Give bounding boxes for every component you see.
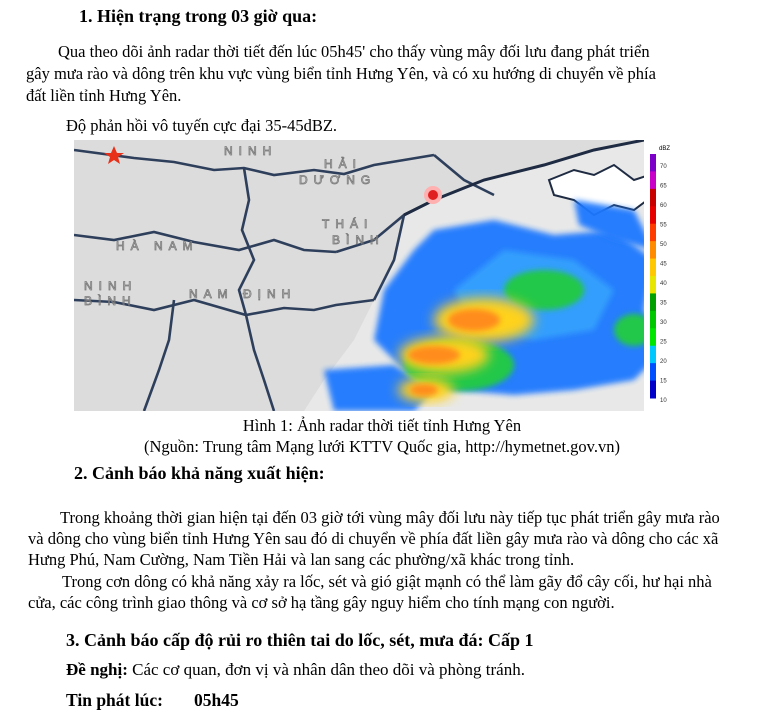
label-ninh: NINH [84, 279, 138, 293]
colorbar-tick: 25 [660, 339, 667, 346]
colorbar-segment [650, 206, 656, 224]
recommend-label: Đề nghị: [66, 660, 128, 679]
section2-para1-line2: và dông cho vùng biển tỉnh Hưng Yên sau đó di chuyển về phía đất liền gây mưa rào và dông cho các xã [28, 529, 719, 548]
colorbar-segment [650, 346, 656, 364]
colorbar-segment [650, 328, 656, 346]
dbz-colorbar [644, 140, 674, 411]
colorbar-segment [650, 154, 656, 172]
colorbar-segment [650, 241, 656, 259]
colorbar-segment [650, 224, 656, 242]
colorbar-tick: 20 [660, 359, 667, 365]
colorbar-segment [650, 171, 656, 189]
issued-time: 05h45 [194, 690, 239, 710]
colorbar-segment [650, 259, 656, 277]
colorbar-tick: 30 [660, 320, 667, 326]
colorbar-tick: 10 [660, 398, 667, 404]
colorbar-tick: 55 [660, 222, 667, 229]
colorbar-segment [650, 311, 656, 329]
figure-source: (Nguồn: Trung tâm Mạng lưới KTTV Quốc gia, http://hymetnet.gov.vn) [144, 437, 620, 456]
colorbar-segment [650, 381, 656, 399]
issued-label: Tin phát lúc: [66, 690, 163, 710]
colorbar-segment [650, 363, 656, 381]
section2-para2-line1: Trong cơn dông có khả năng xảy ra lốc, sét và gió giật mạnh có thể làm gãy đổ cây cối, hư hại nhà [62, 572, 712, 591]
section1-para-line1: Qua theo dõi ảnh radar thời tiết đến lúc 05h45' cho thấy vùng mây đối lưu đang phát triển [58, 42, 650, 61]
colorbar-segment [650, 293, 656, 311]
label-ninh-top: NINH [224, 144, 278, 158]
recommend-line [66, 659, 525, 680]
label-binh-thai: BÌNH [332, 233, 385, 247]
colorbar-tick: 35 [660, 300, 667, 307]
label-binh: BÌNH [84, 294, 137, 308]
recommend-text: Các cơ quan, đơn vị và nhân dân theo dõi và phòng tránh. [132, 660, 525, 679]
reflectivity-text: Độ phản hồi vô tuyến cực đại 35-45dBZ. [66, 116, 338, 135]
section1-para-line2: gây mưa rào và dông trên khu vực vùng biển tỉnh Hưng Yên, và có xu hướng di chuyển về phía [26, 64, 656, 83]
colorbar-tick: 65 [660, 183, 667, 190]
section3-heading: 3. Cảnh báo cấp độ rủi ro thiên tai do lốc, sét, mưa đá: Cấp 1 [66, 630, 534, 650]
section2-para1-line1: Trong khoảng thời gian hiện tại đến 03 giờ tới vùng mây đối lưu này tiếp tục phát triển gây mưa rào [60, 508, 720, 527]
colorbar-segment [650, 189, 656, 207]
colorbar-segment [650, 276, 656, 294]
colorbar-tick: 40 [660, 281, 667, 287]
section2-heading: 2. Cảnh báo khả năng xuất hiện: [74, 463, 325, 483]
radar-image [74, 140, 674, 411]
radar-station-marker [424, 186, 442, 204]
label-hai: HẢI [324, 157, 363, 171]
colorbar-tick: 15 [660, 378, 667, 385]
section1-heading: 1. Hiện trạng trong 03 giờ qua: [79, 6, 318, 26]
colorbar-tick: 70 [660, 164, 667, 170]
label-thai: THÁI [322, 217, 374, 231]
colorbar-unit: dBZ [659, 146, 671, 152]
section2-para1-line3: Hưng Phú, Nam Cường, Nam Tiền Hải và lan sang các phường/xã khác trong tỉnh. [28, 550, 575, 569]
radar-map [74, 140, 674, 411]
label-nam-dinh: NAM ĐỊNH [189, 287, 297, 301]
section1-para-line3: đất liền tỉnh Hưng Yên. [26, 86, 182, 105]
section2-para2-line2: cửa, các công trình giao thông và cơ sở hạ tầng gây nguy hiểm cho tính mạng con người. [28, 593, 615, 612]
colorbar-tick: 45 [660, 261, 667, 268]
label-ha-nam: HÀ NAM [116, 239, 199, 253]
colorbar-tick: 60 [660, 203, 667, 209]
label-duong: DƯƠNG [299, 173, 377, 187]
figure-caption: Hình 1: Ảnh radar thời tiết tỉnh Hưng Yên [242, 416, 522, 435]
colorbar-tick: 50 [660, 242, 667, 248]
